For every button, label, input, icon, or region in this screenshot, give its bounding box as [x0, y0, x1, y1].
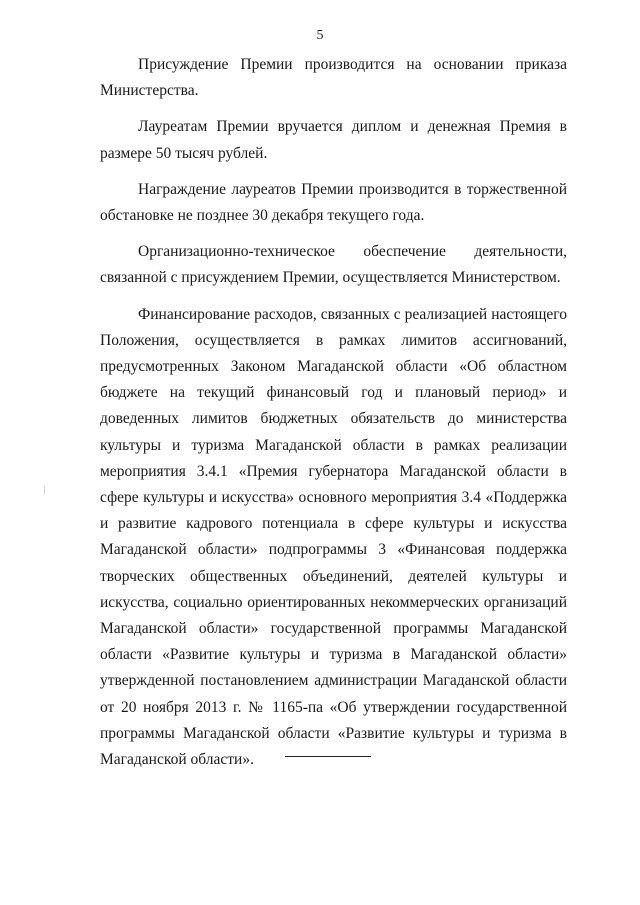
paragraph-ceremony: Награждение лауреатов Премии производится в торжественной обстановке не позднее 30 декабря текущего года. [100, 180, 567, 225]
paragraph-financing: Финансирование расходов, связанных с реализацией настоящего Положения, осуществляется в рамках лимитов ассигнований, предусмотренных Законом Магаданской области «Об областном бюджете на текущий финансовый год и плановый период» и доведенных лимитов бюджетных обязательств до министерства культуры и туризма Магаданской области в рамках реализации мероприятия 3.4.1 «Премия губернатора Магаданской области в сфере культуры и искусства» основного мероприятия 3.4 «Поддержка и развитие кадрового потенциала в сфере культуры и искусства Магаданской области» подпрограммы 3 «Финансовая поддержка творческих общественных объединений, деятелей культуры и искусства, социально ориентированных некоммерческих организаций Магаданской области» государственной программы Магаданской области «Развитие культуры и туризма в Магаданской области» утвержденной постановлением администрации Магаданской области от 20 ноября 2013 г. № 1165-па «Об утверждении государственной программы Магаданской области «Развитие культуры и туризма в Магаданской области». [100, 305, 567, 769]
scan-margin-mark [44, 486, 45, 494]
paragraph-award-order: Присуждение Премии производится на основании приказа Министерства. [100, 56, 567, 100]
paragraph-organizational-support: Организационно-техническое обеспечение деятельности, связанной с присуждением Премии, осуществляется Министерством. [100, 243, 567, 287]
paragraph-diploma-prize: Лауреатам Премии вручается диплом и денежная Премия в размере 50 тысяч рублей. [100, 118, 567, 162]
end-separator-line [285, 756, 371, 757]
page-number: 5 [316, 28, 324, 43]
document-body [100, 52, 567, 783]
